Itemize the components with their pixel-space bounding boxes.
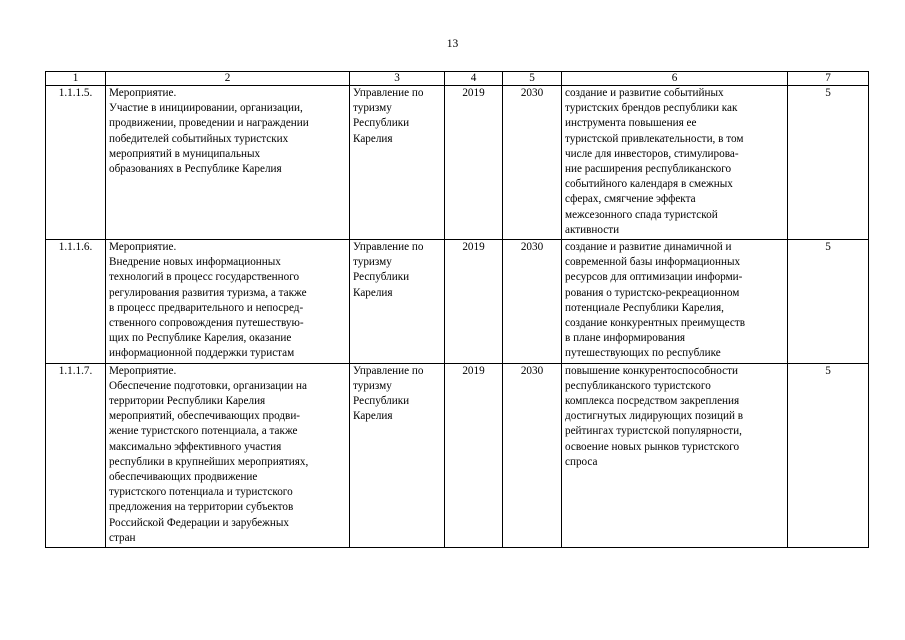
event-line: туристского потенциала и туристского	[109, 486, 293, 499]
event-line: Внедрение новых информационных	[109, 256, 281, 269]
column-header-1: 1	[46, 72, 106, 86]
result-line: повышение конкурентоспособности	[565, 364, 738, 377]
event-line: стран	[109, 531, 136, 544]
event-line: Обеспечение подготовки, организации на	[109, 379, 307, 392]
measures-table	[45, 71, 869, 548]
result-line: спроса	[565, 455, 598, 468]
result-line: комплекса посредством закрепления	[565, 395, 740, 408]
result-line: создание и развитие динамичной и	[565, 241, 732, 254]
result-line: числе для инвесторов, стимулирова-	[565, 147, 739, 160]
table-row	[46, 240, 869, 364]
column-header-3: 3	[350, 72, 445, 86]
result-line: республиканского туристского	[565, 379, 711, 392]
start-year: 2019	[445, 363, 503, 547]
executor	[350, 240, 445, 364]
event-description	[106, 363, 350, 547]
event-line: Участие в инициировании, организации,	[109, 102, 303, 115]
table-row	[46, 363, 869, 547]
column-header-5: 5	[503, 72, 562, 86]
result-line: туристских брендов республики как	[565, 102, 738, 115]
executor	[350, 86, 445, 240]
result-line: рейтингах туристской популярности,	[565, 425, 742, 438]
event-line: Мероприятие.	[109, 87, 177, 99]
result-line: в плане информирования	[565, 332, 686, 345]
event-line: Мероприятие.	[109, 364, 177, 377]
event-line: максимально эффективного участия	[109, 440, 282, 453]
table-row	[46, 86, 869, 240]
event-line: щих по Республике Карелия, оказание	[109, 332, 292, 345]
event-line: республики в крупнейших мероприятиях,	[109, 455, 309, 468]
event-line: регулирования развития туризма, а также	[109, 286, 307, 299]
event-line: мероприятий, обеспечивающих продви-	[109, 410, 301, 423]
result-line: межсезонного спада туристской	[565, 208, 718, 221]
result-line: событийного календаря в смежных	[565, 178, 733, 191]
column-7-value: 5	[788, 240, 869, 364]
expected-result	[562, 240, 788, 364]
event-line: обеспечивающих продвижение	[109, 471, 258, 484]
executor-line: Карелия	[353, 410, 393, 423]
result-line: туристской привлекательности, в том	[565, 132, 744, 145]
event-line: территории Республики Карелия	[109, 395, 266, 408]
executor-line: Республики	[353, 117, 410, 130]
event-line: победителей событийных туристских	[109, 132, 289, 145]
executor-line: Управление по	[353, 87, 424, 99]
executor-line: Управление по	[353, 241, 424, 254]
executor-line: Карелия	[353, 132, 393, 145]
event-line: Мероприятие.	[109, 241, 177, 254]
event-line: в процесс предварительного и непосред-	[109, 301, 304, 314]
result-line: рования о туристско-рекреационном	[565, 286, 740, 299]
column-header-7: 7	[788, 72, 869, 86]
result-line: освоение новых рынков туристского	[565, 440, 740, 453]
result-line: инструмента повышения ее	[565, 117, 697, 130]
executor-line: туризму	[353, 102, 392, 115]
result-line: ние расширения республиканского	[565, 163, 732, 176]
event-line: ственного сопровождения путешествую-	[109, 317, 304, 330]
executor-line: туризму	[353, 379, 392, 392]
event-line: мероприятий в муниципальных	[109, 147, 261, 160]
end-year: 2030	[503, 363, 562, 547]
end-year: 2030	[503, 86, 562, 240]
column-header-6: 6	[562, 72, 788, 86]
executor-line: Республики	[353, 395, 410, 408]
event-line: предложения на территории субъектов	[109, 501, 294, 514]
executor-line: Управление по	[353, 364, 424, 377]
row-code: 1.1.1.7.	[46, 363, 106, 547]
result-line: активности	[565, 223, 620, 236]
event-line: технологий в процесс государственного	[109, 271, 300, 284]
column-header-4: 4	[445, 72, 503, 86]
table-header-row	[46, 72, 869, 86]
page-number: 13	[446, 38, 459, 50]
executor-line: туризму	[353, 256, 392, 269]
row-code: 1.1.1.5.	[46, 86, 106, 240]
event-line: Российской Федерации и зарубежных	[109, 516, 289, 529]
event-line: информационной поддержки туристам	[109, 347, 295, 360]
start-year: 2019	[445, 240, 503, 364]
executor	[350, 363, 445, 547]
column-7-value: 5	[788, 363, 869, 547]
executor-line: Республики	[353, 271, 410, 284]
start-year: 2019	[445, 86, 503, 240]
expected-result	[562, 363, 788, 547]
event-line: жение туристского потенциала, а также	[109, 425, 298, 438]
expected-result	[562, 86, 788, 240]
end-year: 2030	[503, 240, 562, 364]
event-line: образованиях в Республике Карелия	[109, 163, 282, 176]
result-line: сферах, смягчение эффекта	[565, 193, 696, 206]
event-description	[106, 86, 350, 240]
result-line: создание конкурентных преимуществ	[565, 317, 746, 330]
row-code: 1.1.1.6.	[46, 240, 106, 364]
result-line: достигнутых лидирующих позиций в	[565, 410, 744, 423]
result-line: потенциале Республики Карелия,	[565, 301, 724, 314]
column-7-value: 5	[788, 86, 869, 240]
event-line: продвижении, проведении и награждении	[109, 117, 309, 130]
event-description	[106, 240, 350, 364]
result-line: путешествующих по республике	[565, 347, 721, 360]
result-line: современной базы информационных	[565, 256, 741, 269]
result-line: ресурсов для оптимизации информи-	[565, 271, 743, 284]
executor-line: Карелия	[353, 286, 393, 299]
column-header-2: 2	[106, 72, 350, 86]
result-line: создание и развитие событийных	[565, 87, 724, 99]
